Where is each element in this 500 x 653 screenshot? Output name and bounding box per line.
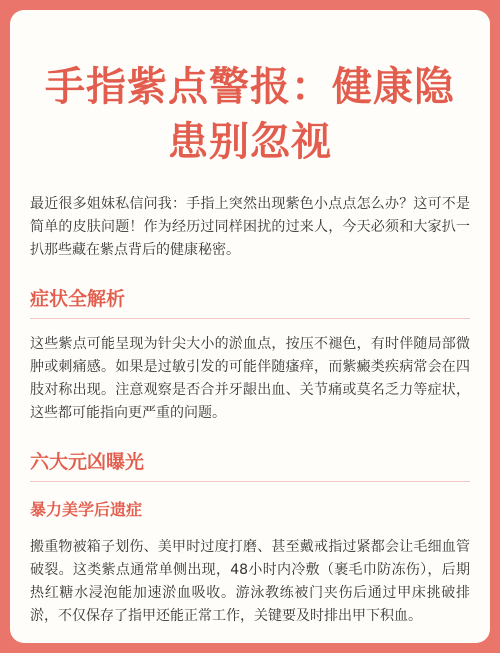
article-title: 手指紫点警报：健康隐患别忽视 bbox=[45, 64, 455, 165]
injury-paragraph: 搬重物被箱子划伤、美甲时过度打磨、甚至戴戒指过紧都会让毛细血管破裂。这类紫点通常单侧出现，48小时内冷敷（裹毛巾防冻伤），后期热红糖水浸泡能加速淤血吸收。游泳教练被门夹伤后通过甲床挑破排淤，不仅保存了指甲还能正常工作，关键要及时排出甲下积血。 bbox=[30, 539, 470, 624]
article-card bbox=[10, 10, 490, 643]
intro-paragraph: 最近很多姐妹私信问我：手指上突然出现紫色小点点怎么办？这可不是简单的皮肤问题！作为经历过同样困扰的过来人，今天必须和大家扒一扒那些藏在紫点背后的健康秘密。 bbox=[30, 196, 470, 258]
section-heading-symptoms: 症状全解析 bbox=[30, 288, 126, 310]
section-heading-causes: 六大元凶曝光 bbox=[30, 451, 145, 473]
section-divider bbox=[30, 318, 470, 319]
section-divider bbox=[30, 481, 470, 482]
subheading-injury: 暴力美学后遗症 bbox=[30, 500, 143, 519]
symptoms-paragraph: 这些紫点可能呈现为针尖大小的淤血点，按压不褪色，有时伴随局部微肿或刺痛感。如果是过敏引发的可能伴随瘙痒，而紫癜类疾病常会在四肢对称出现。注意观察是否合并牙龈出血、关节痛或莫名乏力等症状，这些都可能指向更严重的问题。 bbox=[30, 336, 470, 421]
